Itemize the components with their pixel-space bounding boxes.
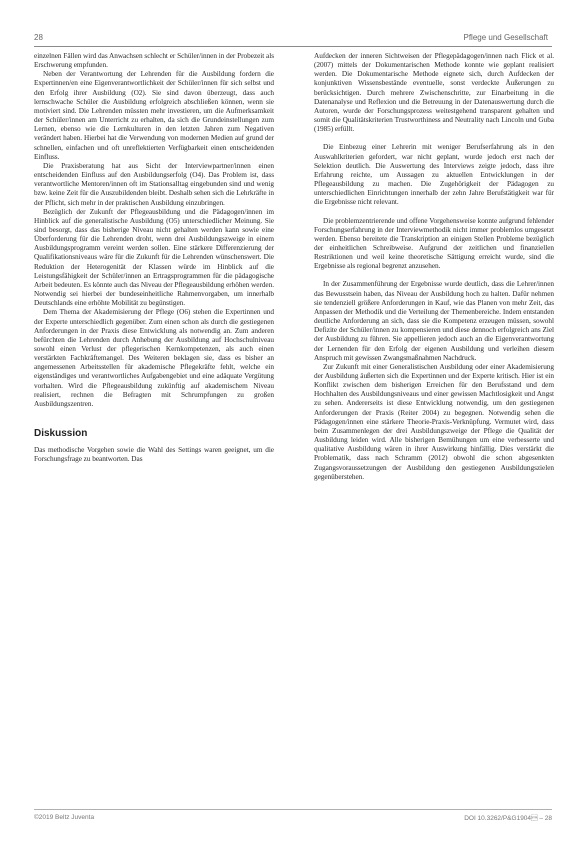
left-column [34, 51, 274, 463]
paragraph: Zur Zukunft mit einer Generalistischen Ausbildung oder einer Akademisierung der Ausbildung äußerten sich die Expertinnen und der Experte kritisch. Hier ist ein Konflikt zwischen dem bisherigen Erreichen für den Berufsstand und dem Hochhalten des Ausbildungsniveaus und einer gewissen Machtlosigkeit und Angst zu sehen. Andererseits ist diese Entwicklung notwendig, um den gestiegenen Anforderungen der Praxis (Reiter 2004) zu begegnen. Notwendig sehen die Pädagogen/innen eine stärkere Theorie-Praxis-Verknüpfung. Vermutet wird, dass beim Zusammenlegen der drei Ausbildungszweige der Pflege die Qualität der Ausbildung leiden wird. Alle bisherigen Bemühungen um eine verbesserte und qualitative Ausbildung wären in ihrer Auswirkung hinfällig. Dies verstärkt die Problematik, dass nach Schramm (2012) obwohl die schon abgesenkten Zugangsvoraussetzungen der Ausbildung den gestiegenen Ausbildungszielen gegenüberstehen. [314, 361, 554, 481]
paragraph: Die Einbezug einer Lehrerin mit weniger Berufserfahrung als in den Auswahlkriterien gefordert, war nicht geplant, wurde jedoch erst nach der Selektion deutlich. Die Auswertung des Interviews zeigte jedoch, dass ihre Erfahrung reichte, um Aussagen zu aktuellen Entwicklungen in der Pflegeausbildung zu machen. Die Zugehörigkeit der Pädagogen zu unterschiedlichen Einrichtungen innerhalb der zehn Jahre Berufstätigkeit war für die Ergebnisse nicht relevant. [314, 142, 554, 207]
paragraph: Aufdecken der inneren Sichtweisen der Pflegepädagogen/innen nach Flick et al. (2007) mittels der Dokumentarischen Methode konnte wie geplant realisiert werden. Die Dokumentarische Methode eignete sich, durch Aufdecken der konjunktiven Wissensbestände eventuelle, sonst verdeckte Äußerungen zu berücksichtigen. Durch mehrere Zwischenschritte, zur Einarbeitung in die Datenanalyse und Reflexion und die Betreuung in der Datenauswertung durch die Autoren, wurde der Forschungsprozess weitestgehend transparent gehalten und somit die Qualitätskriterien Trustworthiness and Neutrality nach Lincoln und Guba (1985) erfüllt. [314, 51, 554, 134]
footer-doi: DOI 10.3262/P&G1904 – 28 [464, 815, 552, 822]
right-column [314, 51, 554, 481]
page-number: 28 [34, 33, 43, 42]
paragraph: Dem Thema der Akademisierung der Pflege (O6) stehen die Expertinnen und der Experte unterschiedlich gegenüber. Zum einen schon als durch die gestiegenen Anforderungen in der Praxis diese Entwicklung als notwendig an. Zum anderen befürchten die Lehrenden durch Anhebung der Ausbildung auf Hochschulniveau sowohl einen Verlust der pflegerischen Kernkompetenzen, als auch einen verstärkten Fachkräftemangel. Des Weiteren beklagen sie, dass es bisher an angemessenen Arbeitsstellen für akademische Pflegekräfte fehlt, welche ein eigenständiges und verantwortliches Aufgabengebiet und eine adäquate Vergütung vorhalten. Wird die Pflegeausbildung zukünftig auf akademischem Niveau realisiert, rechnen die Befragten mit Schrumpfungen zu großen Ausbildungszentren. [34, 307, 274, 408]
paragraph: Das methodische Vorgehen sowie die Wahl des Settings waren geeignet, um die Forschungsfrage zu beantworten. Das [34, 445, 274, 464]
paragraph: Bezüglich der Zukunft der Pflegeausbildung und die Pädagogen/innen im Hinblick auf die generalistische Ausbildung (O5) unterschiedlicher Meinung. Sie sind besorgt, dass das bisherige Niveau nicht gehalten werden kann sowie eine Überforderung für die Lehrenden droht, wenn drei Ausbildungszweige in einem Ausbildungsprogramm vereint werden sollen. Eine stärkere Differenzierung der Qualifikationsniveaus wäre für die Zukunft für die Lehrenden wünschenswert. Die Reduktion der Heterogenität der Klassen würde im Hinblick auf die Leistungsfähigkeit der Schüler/innen an Ertragsprogrammen für die pädagogische Arbeit bedeuten. Es könnte auch das Niveau der Pflegeausbildung erhöhen werden. Notwendig sei hierbei der bundeseinheitliche Rahmenvorgaben, um innerhalb Deutschlands eine erhöhte Mobilität zu begünstigen. [34, 206, 274, 308]
paragraph: In der Zusammenführung der Ergebnisse wurde deutlich, dass die Lehrer/innen das Bewusstsein haben, das Niveau der Ausbildung hoch zu halten. Dafür nehmen sie tendenziell größere Anforderungen in Kauf, wie das Planen von mehr Zeit, das Anpassen der Methodik und die Verteilung der Themenbereiche. Indem entstanden deutliche Anforderung an sich, dass sie die Kompetenz erzeugen müssen, sowohl Defizite der Schüler/innen zu kompensieren und diese dennoch erfolgreich ans Ziel der Ausbildung zu führen. Sie appellieren jedoch auch an die Eigenverantwortung der Lernenden für den Erfolg der eigenen Ausbildung und verleihen diesem Anspruch mit gewissen Zwangsmaßnahmen Nachdruck. [314, 279, 554, 362]
footer-publisher: ©2019 Beltz Juventa [34, 814, 95, 821]
header-rule [34, 46, 552, 47]
paragraph: Die problemzentrierende und offene Vorgehensweise konnte aufgrund fehlender Forschungserfahrung in der Interviewmethodik nicht immer problemlos umgesetzt werden. Ebenso bereitete die Transkription an einigen Stellen Probleme bezüglich der einheitlichen Schreibweise. Aufgrund der zeitlichen und finanziellen Restriktionen und weil keine theoretische Sättigung erreicht wurde, sind die Ergebnisse als regional begrenzt anzusehen. [314, 215, 554, 271]
footer-rule [34, 809, 552, 810]
paragraph: Die Praxisberatung hat aus Sicht der Interviewpartner/innen einen entscheidenden Einfluss auf den Ausbildungserfolg (O4). Das Problem ist, dass verantwortliche Mentoren/innen oft im Stationsalltag eingebunden sind und wenig bzw. keine Zeit für die Auszubildenden bleibt. Deshalb sehen sich die Lehrkräfte in der Pflicht, sich mehr in der praktischen Ausbildung einzubringen. [34, 160, 274, 207]
paragraph: einzelnen Fällen wird das Anwachsen schlecht er Schüler/innen in der Probezeit als Erschwerung empfunden. [34, 51, 274, 70]
paragraph: Neben der Verantwortung der Lehrenden für die Ausbildung fordern die Expertinnen/en eine Eigenverantwortlichkeit der Schüler/innen für sich selbst und den Erfolg ihrer Ausbildung (O2). Sie sind davon überzeugt, dass auch lernschwache Schüler die Ausbildung erfolgreich abschließen können, wenn sie motiviert sind. Die Lehrenden müssten mehr investieren, um die Aufmerksamkeit der Schüler/innen am Unterricht zu erhalten, da sich die Grundeinstellungen zum Lernen, ebenso wie die Lernkulturen in den letzten Jahren zum Negativen verändert haben. Hierbei hat die Verwendung von modernen Medien auf grund der schnellen, einfachen und oft unreflektierten Verfügbarkeit einen entscheidenden Einfluss. [34, 69, 274, 161]
section-heading: Diskussion [34, 428, 88, 440]
running-header: Pflege und Gesellschaft [463, 33, 548, 42]
